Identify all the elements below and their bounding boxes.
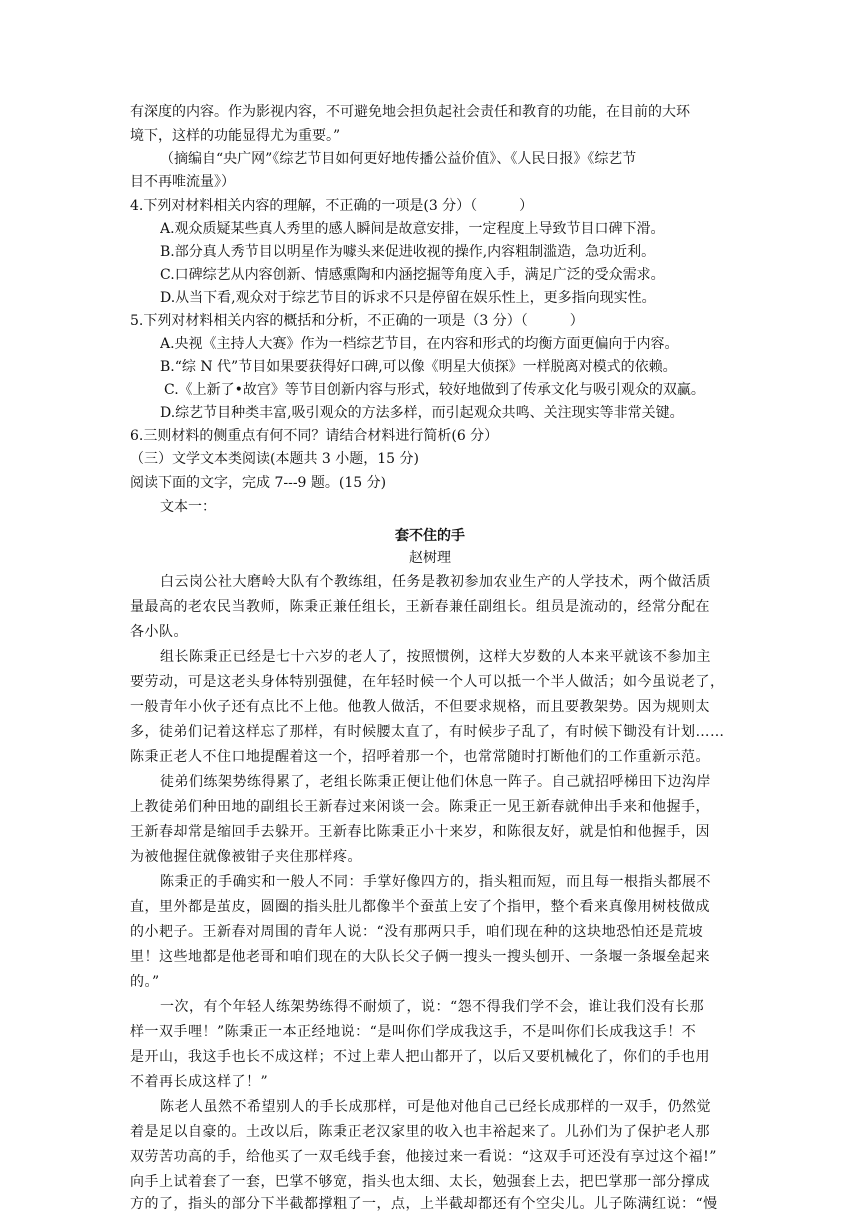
story-line: 为被他握住就像被钳子夹住那样疼。 [130,849,362,865]
question-5-option-c: C.《上新了•故宫》等节目创新内容与形式，较好地做到了传承文化与吸引观众的双赢。 [164,382,705,398]
story-line: 各小队。 [130,624,188,640]
story-line: 一次，有个年轻人练架势练得不耐烦了，说：“怨不得我们学不会，谁让我们没有长那 [160,999,705,1015]
story-line: 方的了，指头的部分下半截都撑粗了一，点，上半截却都还有个空尖儿。儿子陈满红说：“慢 [130,1196,718,1212]
story-line: 要劳动，可是这老头身体特别强健，在年轻时候一个人可以抵一个半人做活；如今虽说老了， [130,674,725,690]
story-line: 的。” [130,974,160,990]
story-line: 陈老人虽然不希望别人的手长成那样，可是他对他自己已经长成那样的一双手，仍然觉 [160,1099,711,1115]
instruction: 阅读下面的文字，完成 7---9 题。(15 分) [130,475,387,491]
body-text-line: 境下，这样的功能显得尤为重要。” [130,128,341,144]
question-5-option-d: D.综艺节目种类丰富,吸引观众的方法多样，而引起观众共鸣、关注现实等非常关键。 [160,405,684,421]
story-line: 组长陈秉正已经是七十六岁的老人了，按照惯例，这样大岁数的人本来平就该不参加主 [160,649,711,665]
story-line: 徒弟们练架势练得累了，老组长陈秉正便让他们休息一阵子。自己就招呼梯田下边沟岸 [160,774,711,790]
story-line: 上教徒弟们种田地的副组长王新春过来闲谈一会。陈秉正一见王新春就伸出手来和他握手， [130,799,710,815]
story-line: 一般青年小伙子还有点比不上他。他教人做活，不但要求规格，而且要教架势。因为规则太 [130,699,710,715]
story-line: 直，里外都是茧皮，圆圈的指头肚儿都像半个蚕茧上安了个指甲，整个看来真像用树枝做成 [130,899,710,915]
body-text-line: 有深度的内容。作为影视内容，不可避免地会担负起社会责任和教育的功能，在目前的大环 [130,104,690,120]
story-line: 是开山，我这手也长不成这样；不过上辈人把山都开了，以后又要机械化了，你们的手也用 [130,1049,710,1065]
source-citation: （摘编自“央广网”《综艺节目如何更好地传播公益价值》、《人民日报》《综艺节 [160,151,637,167]
question-4-option-b: B.部分真人秀节目以明星作为噱头来促进收视的操作,内容粗制滥造，急功近利。 [160,244,656,260]
story-author: 赵树理 [409,550,451,566]
source-citation: 目不再唯流量》） [130,174,235,190]
story-line: 里！这些地都是他老哥和咱们现在的大队长父子俩一搜头一搜头刨开、一条堰一条堰垒起来 [130,949,710,965]
question-4-option-d: D.从当下看,观众对于综艺节目的诉求不只是停留在娱乐性上，更多指向现实性。 [160,290,656,306]
question-4-option-a: A.观众质疑某些真人秀里的感人瞬间是故意安排，一定程度上导致节目口碑下滑。 [160,221,665,237]
text-label: 文本一： [160,499,216,515]
story-line: 多，徒弟们记着这样忘了那样，有时候腰太直了，有时候步子乱了，有时候下锄没有计划…… [130,724,725,740]
question-5-option-a: A.央视《主持人大赛》作为一档综艺节目，在内容和形式的均衡方面更偏向于内容。 [160,336,679,352]
story-line: 白云岗公社大磨岭大队有个教练组，任务是教初参加农业生产的人学技术，两个做活质 [160,574,711,590]
story-line: 王新春却常是缩回手去躲开。王新春比陈秉正小十来岁，和陈很友好，就是怕和他握手，因 [130,824,710,840]
question-4-option-c: C.口碑综艺从内容创新、情感熏陶和内涵挖掘等角度入手，满足广泛的受众需求。 [160,267,665,283]
question-6: 6.三则材料的侧重点有何不同？请结合材料进行简析(6 分） [130,428,499,444]
question-5-stem: 5.下列对材料相关内容的概括和分析，不正确的一项是（3 分）（ ） [130,313,584,329]
question-4-stem: 4.下列对材料相关内容的理解，不正确的一项是(3 分）（ ） [130,198,534,214]
story-line: 着是足以自豪的。土改以后，陈秉正老汉家里的收入也丰裕起来了。儿孙们为了保护老人那 [130,1124,710,1140]
story-title: 套不住的手 [395,528,465,544]
story-line: 样一双手哩！”陈秉正一本正经地说：“是叫你们学成我这手，不是叫你们长成我这手！不 [130,1024,697,1040]
story-line: 不着再长成这样了！” [130,1074,269,1090]
story-line: 的小耙子。王新春对周围的青年人说：“没有那两只手，咱们现在种的这块地恐怕还是荒坡 [130,924,704,940]
story-line: 量最高的老农民当教师，陈秉正兼任组长，王新春兼任副组长。组员是流动的，经常分配在 [130,599,710,615]
question-5-option-b: B.“综 N 代”节目如果要获得好口碑,可以像《明星大侦探》一样脱离对模式的依赖。 [160,359,677,375]
story-line: 双劳苦功高的手，给他买了一双毛线手套，他接过来一看说：“这双手可还没有享过这个福!” [130,1149,717,1165]
story-line: 向手上试着套了一套，巴掌不够宽，指头也太细、太长，勉强套上去，把巴掌那一部分撑成 [130,1174,710,1190]
story-line: 陈秉正的手确实和一般人不同：手掌好像四方的，指头粗而短，而且每一根指头都展不 [160,874,711,890]
section-heading: （三）文学文本类阅读(本题共 3 小题，15 分) [130,451,419,467]
story-line: 陈秉正老人不住口地提醒着这一个，招呼着那一个，也常常随时打断他们的工作重新示范。 [130,749,710,765]
